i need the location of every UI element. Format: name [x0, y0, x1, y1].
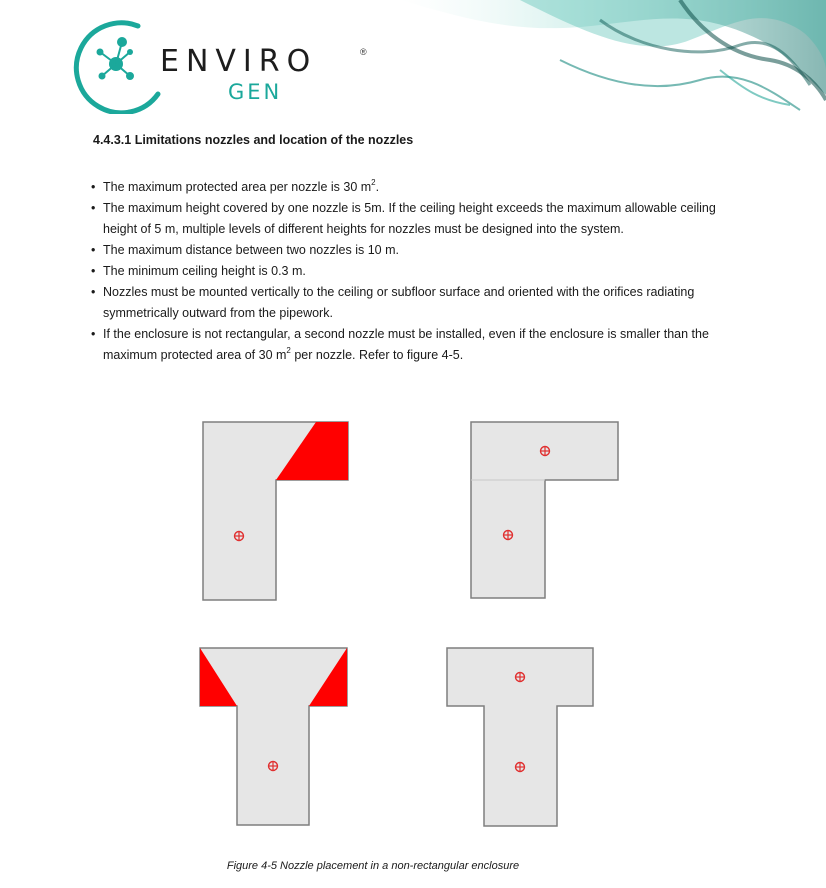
figure-caption: Figure 4-5 Nozzle placement in a non-rectangular enclosure	[226, 860, 520, 872]
list-item: • If the enclosure is not rectangular, a second nozzle must be installed, even if the enclosure is smaller than the maximum protected area of 30 $m^2$ per nozzle. Refer to figure 4-5.	[91, 327, 709, 362]
bullet-text: The maximum distance between two nozzles is 10 m.	[103, 243, 399, 257]
list-item: • Nozzles must be mounted vertically to the ceiling or subfloor surface and oriented with the orifices radiating symmetrically outward from the pipework.	[91, 285, 695, 320]
bullet-text: Nozzles must be mounted vertically to the ceiling or subfloor surface and oriented with the orifices radiating symmetrically outward from the pipework.	[103, 285, 695, 320]
bullet-tail: .	[375, 180, 380, 194]
bullet-text: The minimum ceiling height is 0.3 m.	[103, 264, 306, 278]
nozzle-icon	[541, 447, 550, 456]
nozzle-icon	[504, 531, 513, 540]
section-title: 4.4.3.1 Limitations nozzles and location of the nozzles	[93, 133, 414, 147]
nozzle-icon	[269, 762, 278, 771]
brand-name: ENVIRO	[160, 44, 318, 79]
diagram-l-shape-single-nozzle	[203, 422, 348, 600]
diagram-t-shape-two-nozzles	[447, 648, 593, 826]
nozzle-icon	[516, 673, 525, 682]
bullet-tail: per nozzle. Refer to figure 4-5.	[290, 348, 464, 362]
list-item: • The maximum protected area per nozzle is 30 $m^2$.	[91, 177, 380, 194]
bullet-text: If the enclosure is not rectangular, a second nozzle must be installed, even if the enclosure is smaller than the maximum protected area of 30 m	[103, 327, 709, 362]
bullet-text: The maximum height covered by one nozzle is 5m. If the ceiling height exceeds the maximum allowable ceiling height of 5 m, multiple levels of different heights for nozzles must be designed into the system.	[103, 201, 716, 236]
superscript: 2	[286, 345, 291, 355]
diagram-l-shape-two-nozzles	[471, 422, 618, 598]
superscript: 2	[371, 177, 376, 187]
brand-subtitle: GEN	[228, 80, 283, 104]
nozzle-icon	[516, 763, 525, 772]
list-item: • The minimum ceiling height is 0.3 m.	[91, 264, 306, 278]
list-item: • The maximum height covered by one nozzle is 5m. If the ceiling height exceeds the maximum allowable ceiling height of 5 m, multiple levels of different heights for nozzles must be designed into the system.	[91, 201, 716, 236]
list-item: • The maximum distance between two nozzles is 10 m.	[91, 243, 399, 257]
nozzle-icon	[235, 532, 244, 541]
enclosure	[200, 648, 347, 825]
registered-mark: ®	[360, 47, 367, 57]
bullet-text: The maximum protected area per nozzle is 30 m	[103, 180, 372, 194]
diagram-t-shape-single-nozzle	[200, 648, 347, 825]
